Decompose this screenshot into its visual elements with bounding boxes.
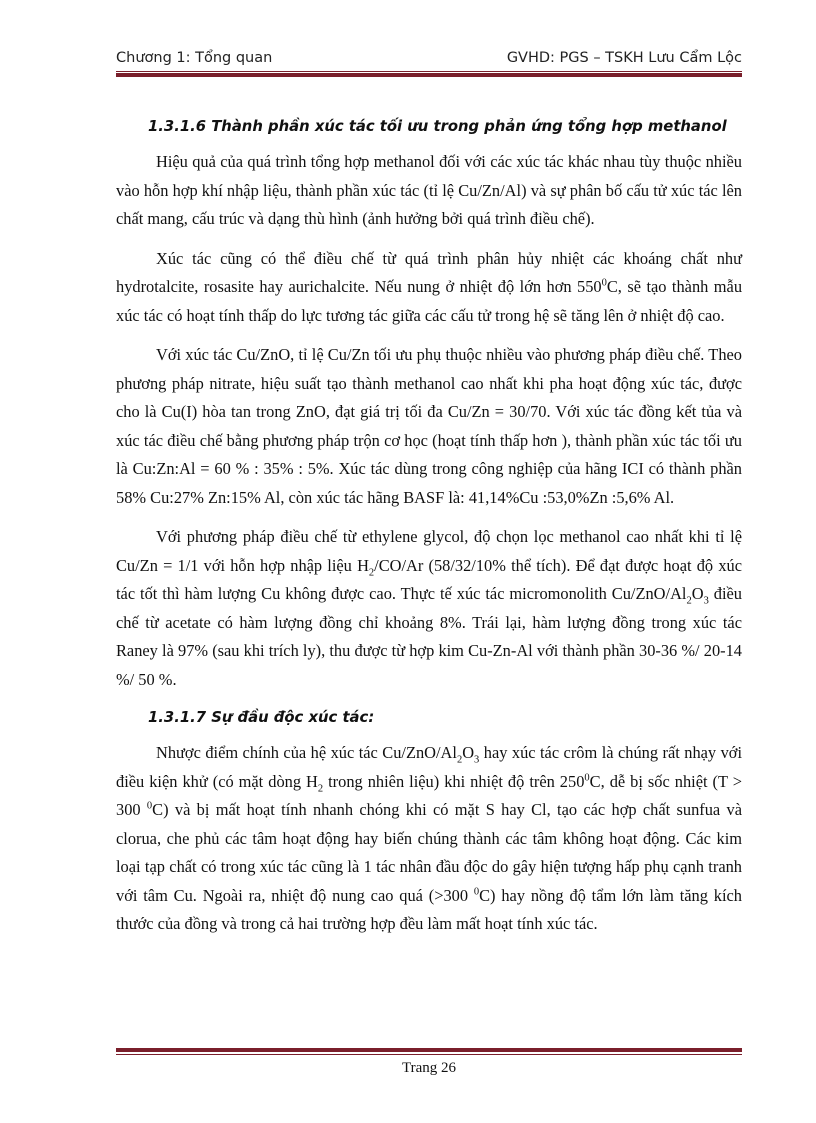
header-chapter: Chương 1: Tổng quan (116, 50, 273, 66)
page-number: Trang 26 (401, 1060, 457, 1076)
section-heading-1-3-1-6: 1.3.1.6 Thành phần xúc tác tối ưu trong phản ứng tổng hợp methanol (148, 118, 727, 135)
page-header (116, 50, 742, 70)
page-body (116, 114, 742, 950)
footer-rule-thick (116, 1048, 742, 1052)
header-advisor: GVHD: PGS – TSKH Lưu Cẩm Lộc (506, 50, 742, 66)
header-rule-thick (116, 73, 742, 77)
paragraph: Xúc tác cũng có thể điều chế từ quá trình phân hủy nhiệt các khoáng chất như hydrotalcite, rosasite hay aurichalcite. Nếu nung ở nhiệt độ lớn hơn $550^0C$, sẽ tạo thành mẫu xúc tác có hoạt tính thấp do lực tương tác giữa các cấu tử trong hệ sẽ tăng lên ở nhiệt độ cao. (116, 248, 743, 325)
paragraph: Nhược điểm chính của hệ xúc tác $Cu/ZnO/Al_2O_3$ hay xúc tác crôm là chúng rất nhạy với điều kiện khử (có mặt dòng $H_2$ trong nhiên liệu) khi nhiệt độ trên $250^0C$, dễ bị sốc nhiệt (T > 300 $^0$C) và bị mất hoạt tính nhanh chóng khi có mặt S hay Cl, tạo các hợp chất sunfua và clorua, che phủ các tâm hoạt động hay biến chúng thành các tâm không hoạt động. Các kim loại tạp chất có trong xúc tác cũng là 1 tác nhân đầu độc do gây hiện tượng hấp phụ cạnh tranh với tâm Cu. Ngoài ra, nhiệt độ nung cao quá (>300 $^0$C) hay nồng độ tẩm lớn làm tăng kích thước của đồng và trong cả hai trường hợp đều làm mất hoạt tính xúc tác. (116, 743, 742, 933)
section-heading-1-3-1-7: 1.3.1.7 Sự đầu độc xúc tác: (148, 709, 375, 726)
paragraph: Với xúc tác Cu/ZnO, tỉ lệ Cu/Zn tối ưu phụ thuộc nhiều vào phương pháp điều chế. Theo phương pháp nitrate, hiệu suất tạo thành methanol cao nhất khi pha hoạt động xúc tác, được cho là Cu(I) hòa tan trong ZnO, đạt giá trị tối đa Cu/Zn = 30/70. Với xúc tác đồng kết tủa và xúc tác điều chế bằng phương pháp trộn cơ học (hoạt tính thấp hơn ), thành phần xúc tác tối ưu là Cu:Zn:Al = 60 % : 35% : 5%. Xúc tác dùng trong công nghiệp của hãng ICI có thành phần 58% Cu:27% Zn:15% Al, còn xúc tác hãng BASF là: 41,14%Cu :53,0%Zn :5,6% Al. (116, 345, 742, 507)
paragraph: Với phương pháp điều chế từ ethylene glycol, độ chọn lọc methanol cao nhất khi tỉ lệ Cu/Zn = 1/1 với hỗn hợp nhập liệu $H_2/CO/Ar$ (58/32/10% thể tích). Để đạt được hoạt độ xúc tác tốt thì hàm lượng Cu không được cao. Thực tế xúc tác micromonolith $Cu/ZnO/Al_2O_3$ điều chế từ acetate có hàm lượng đồng chỉ khoảng 8%. Trái lại, hàm lượng đồng trong xúc tác Raney là 97% (sau khi trích ly), thu được từ hợp kim Cu-Zn-Al với thành phần 30-36 %/ 20-14 %/ 50 %. (116, 527, 742, 689)
footer-rule-thin (116, 1054, 742, 1055)
paragraph: Hiệu quả của quá trình tổng hợp methanol đối với các xúc tác khác nhau tùy thuộc nhiều vào hỗn hợp khí nhập liệu, thành phần xúc tác (tỉ lệ Cu/Zn/Al) và sự phân bố cấu tử xúc tác lên chất mang, cấu trúc và dạng thù hình (ảnh hưởng bởi quá trình điều chế). (116, 152, 742, 228)
header-rule-thin (116, 71, 742, 72)
